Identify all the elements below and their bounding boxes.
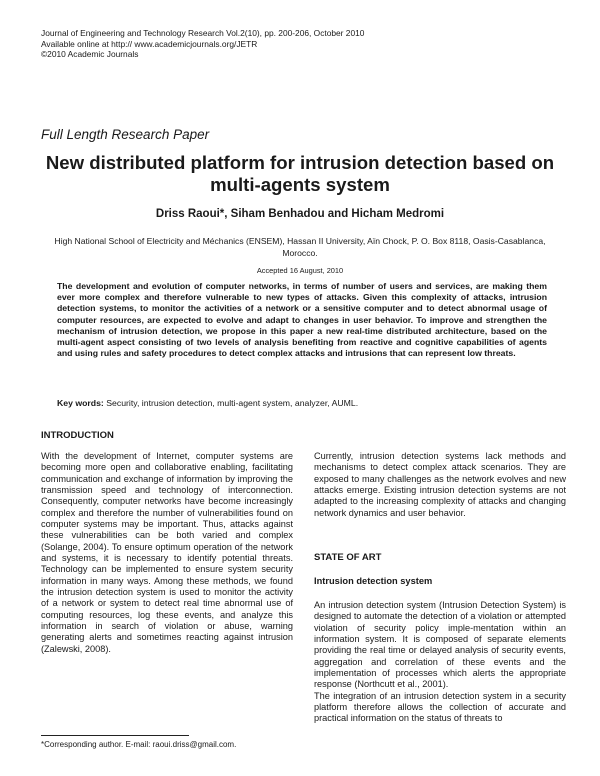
introduction-section [41, 451, 293, 655]
state-of-art-paragraph-2: The integration of an intrusion detection system in a security platform therefore allows the collection of accurate and practical information on the status of threats to [314, 690, 566, 724]
journal-copyright: ©2010 Academic Journals [41, 49, 139, 60]
journal-citation: Journal of Engineering and Technology Research Vol.2(10), pp. 200-206, October 2010 [41, 28, 365, 38]
authors: Driss Raoui*, Siham Benhadou and Hicham Medromi [155, 208, 445, 220]
journal-header [41, 28, 364, 60]
state-of-art-section [314, 600, 566, 725]
paper-type: Full Length Research Paper [41, 127, 210, 142]
footnote-divider [41, 735, 189, 736]
accepted-date: Accepted 16 August, 2010 [256, 266, 344, 275]
introduction-paragraph: With the development of Internet, computer systems are becoming more open and collaborative enabling, facilitating communication and exchange of information by improving the transmission speed and technology of interconnection. Consequently, computer networks have become increasingly complex and therefore the number of vulnerabilities found on computer systems may be important. Thus, attacks against these vulnerabilities can be both varied and complex (Solange, 2004). To ensure optimum operation of the network and systems, it is necessary to identify potential threats. Technology can be implemented to ensure system security information in many ways. Among these methods, we found the intrusion detection system is used to monitor the activity of a network or system to detect real time abnormal use of computing resources, log these events, and analyze this information in search of violation or abuse, warning generating alerts and sometimes reacting against intrusion (Zalewski, 2008). [41, 451, 293, 654]
state-of-art-heading: STATE OF ART [314, 552, 382, 563]
introduction-heading: INTRODUCTION [41, 430, 114, 441]
journal-url: Available online at http:// www.academicjournals.org/JETR [41, 38, 258, 49]
state-of-art-subheading-block [314, 576, 566, 586]
introduction-heading-block [41, 430, 293, 441]
introduction-continued-paragraph: Currently, intrusion detection systems lack methods and mechanisms to detect complex attack scenarios. They are exposed to many challenges as the network evolves and new attacks emerge. Existing intrusion detection systems are not adapted to the increasing complexity of attacks and changing network dynamics and user behavior. [314, 451, 566, 518]
introduction-continued [314, 451, 566, 519]
corresponding-author-footnote: *Corresponding author. E-mail: raoui.driss@gmail.com. [41, 740, 237, 749]
affiliation: High National School of Electricity and Méchanics (ENSEM), Hassan II University, Aïn Chock, P. O. Box 8118, Oasis-Casablanca, Morocco. [54, 236, 546, 258]
ids-subheading: Intrusion detection system [314, 576, 433, 586]
state-of-art-paragraph-1: An intrusion detection system (Intrusion Detection System) is designed to automate the detection of a violation or attempted violation of security policy imple-mentation within an information system. It is composed of separate elements providing the real time or delayed analysis of security events, aggregation and correlation of these events and the implementation of processes which alerts the appropriate response (Northcutt et al., 2001). [314, 600, 566, 690]
abstract: The development and evolution of computer networks, in terms of number of users and services, are making them ever more complex and therefore vulnerable to new types of attacks. Given this complexity of attacks, intrusion detection systems, to monitor the activities of a network or a sensitive computer and to detect abnormal usage of computer resources, are expected to evolve and adapt to changes in user behavior. To improve and strengthen the mechanism of intrusion detection, we propose in this paper a new real-time distributed architecture, based on the multi-agent aspect consisting of two levels of analysis benefiting from reactive and cognitive capabilities of agents and using rules and safety procedures to detect complex attacks and intrusions that can represent low threats. [57, 281, 547, 359]
keywords [57, 398, 547, 408]
keywords-label: Key words: [57, 398, 104, 408]
keywords-text: Security, intrusion detection, multi-agent system, analyzer, AUML. [103, 398, 359, 408]
state-of-art-heading-block [314, 552, 566, 563]
paper-title: New distributed platform for intrusion detection based on multi-agents system [45, 152, 555, 195]
